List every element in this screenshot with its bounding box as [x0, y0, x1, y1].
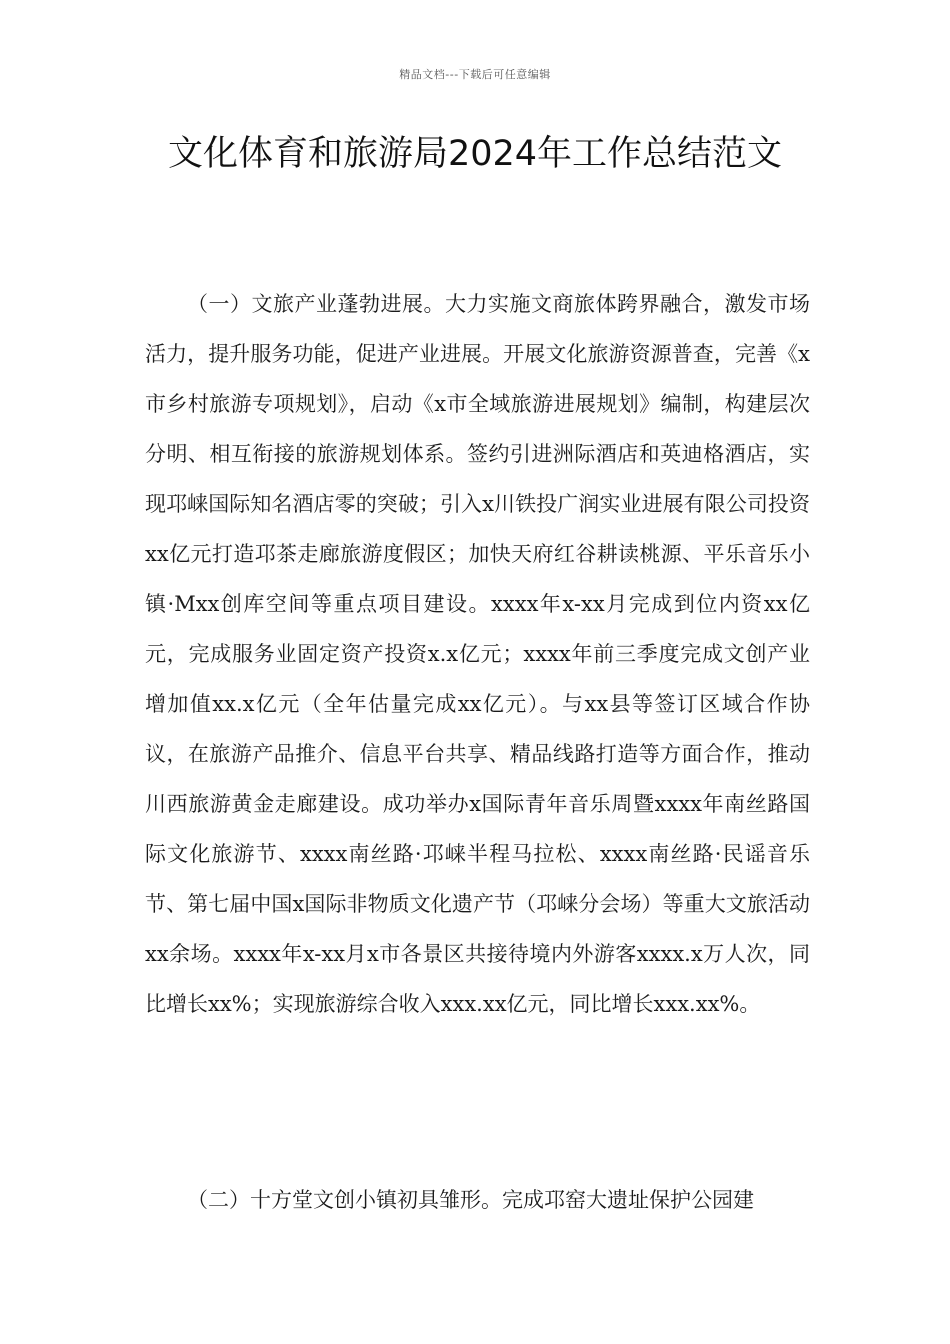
- document-title: 文化体育和旅游局2024年工作总结范文: [167, 134, 783, 174]
- body-paragraph-2: （二）十方堂文创小镇初具雏形。完成邛窑大遗址保护公园建: [187, 1188, 754, 1212]
- header-note: 精品文档---下载后可任意编辑: [399, 68, 551, 81]
- body-paragraph-1: （一）文旅产业蓬勃进展。大力实施文商旅体跨界融合，激发市场活力，提升服务功能，促进产业进展。开展文化旅游资源普查，完善《x市乡村旅游专项规划》，启动《x市全域旅游进展规划》编制，构建层次分明、相互衔接的旅游规划体系。签约引进洲际酒店和英迪格酒店，实现邛崃国际知名酒店零的突破；引入x川铁投广润实业进展有限公司投资xx亿元打造邛茶走廊旅游度假区；加快天府红谷耕读桃源、平乐音乐小镇·Mxx创库空间等重点项目建设。xxxx年x-xx月完成到位内资xx亿元，完成服务业固定资产投资x.x亿元；xxxx年前三季度完成文创产业增加值xx.x亿元（全年估量完成xx亿元）。与xx县等签订区域合作协议，在旅游产品推介、信息平台共享、精品线路打造等方面合作，推动川西旅游黄金走廊建设。成功举办x国际青年音乐周暨xxxx年南丝路国际文化旅游节、xxxx南丝路·邛崃半程马拉松、xxxx南丝路·民谣音乐节、第七届中国x国际非物质文化遗产节（邛崃分会场）等重大文旅活动xx余场。xxxx年x-xx月x市各景区共接待境内外游客xxxx.x万人次，同比增长xx%；实现旅游综合收入xxx.xx亿元，同比增长xxx.xx%。: [145, 292, 810, 1016]
